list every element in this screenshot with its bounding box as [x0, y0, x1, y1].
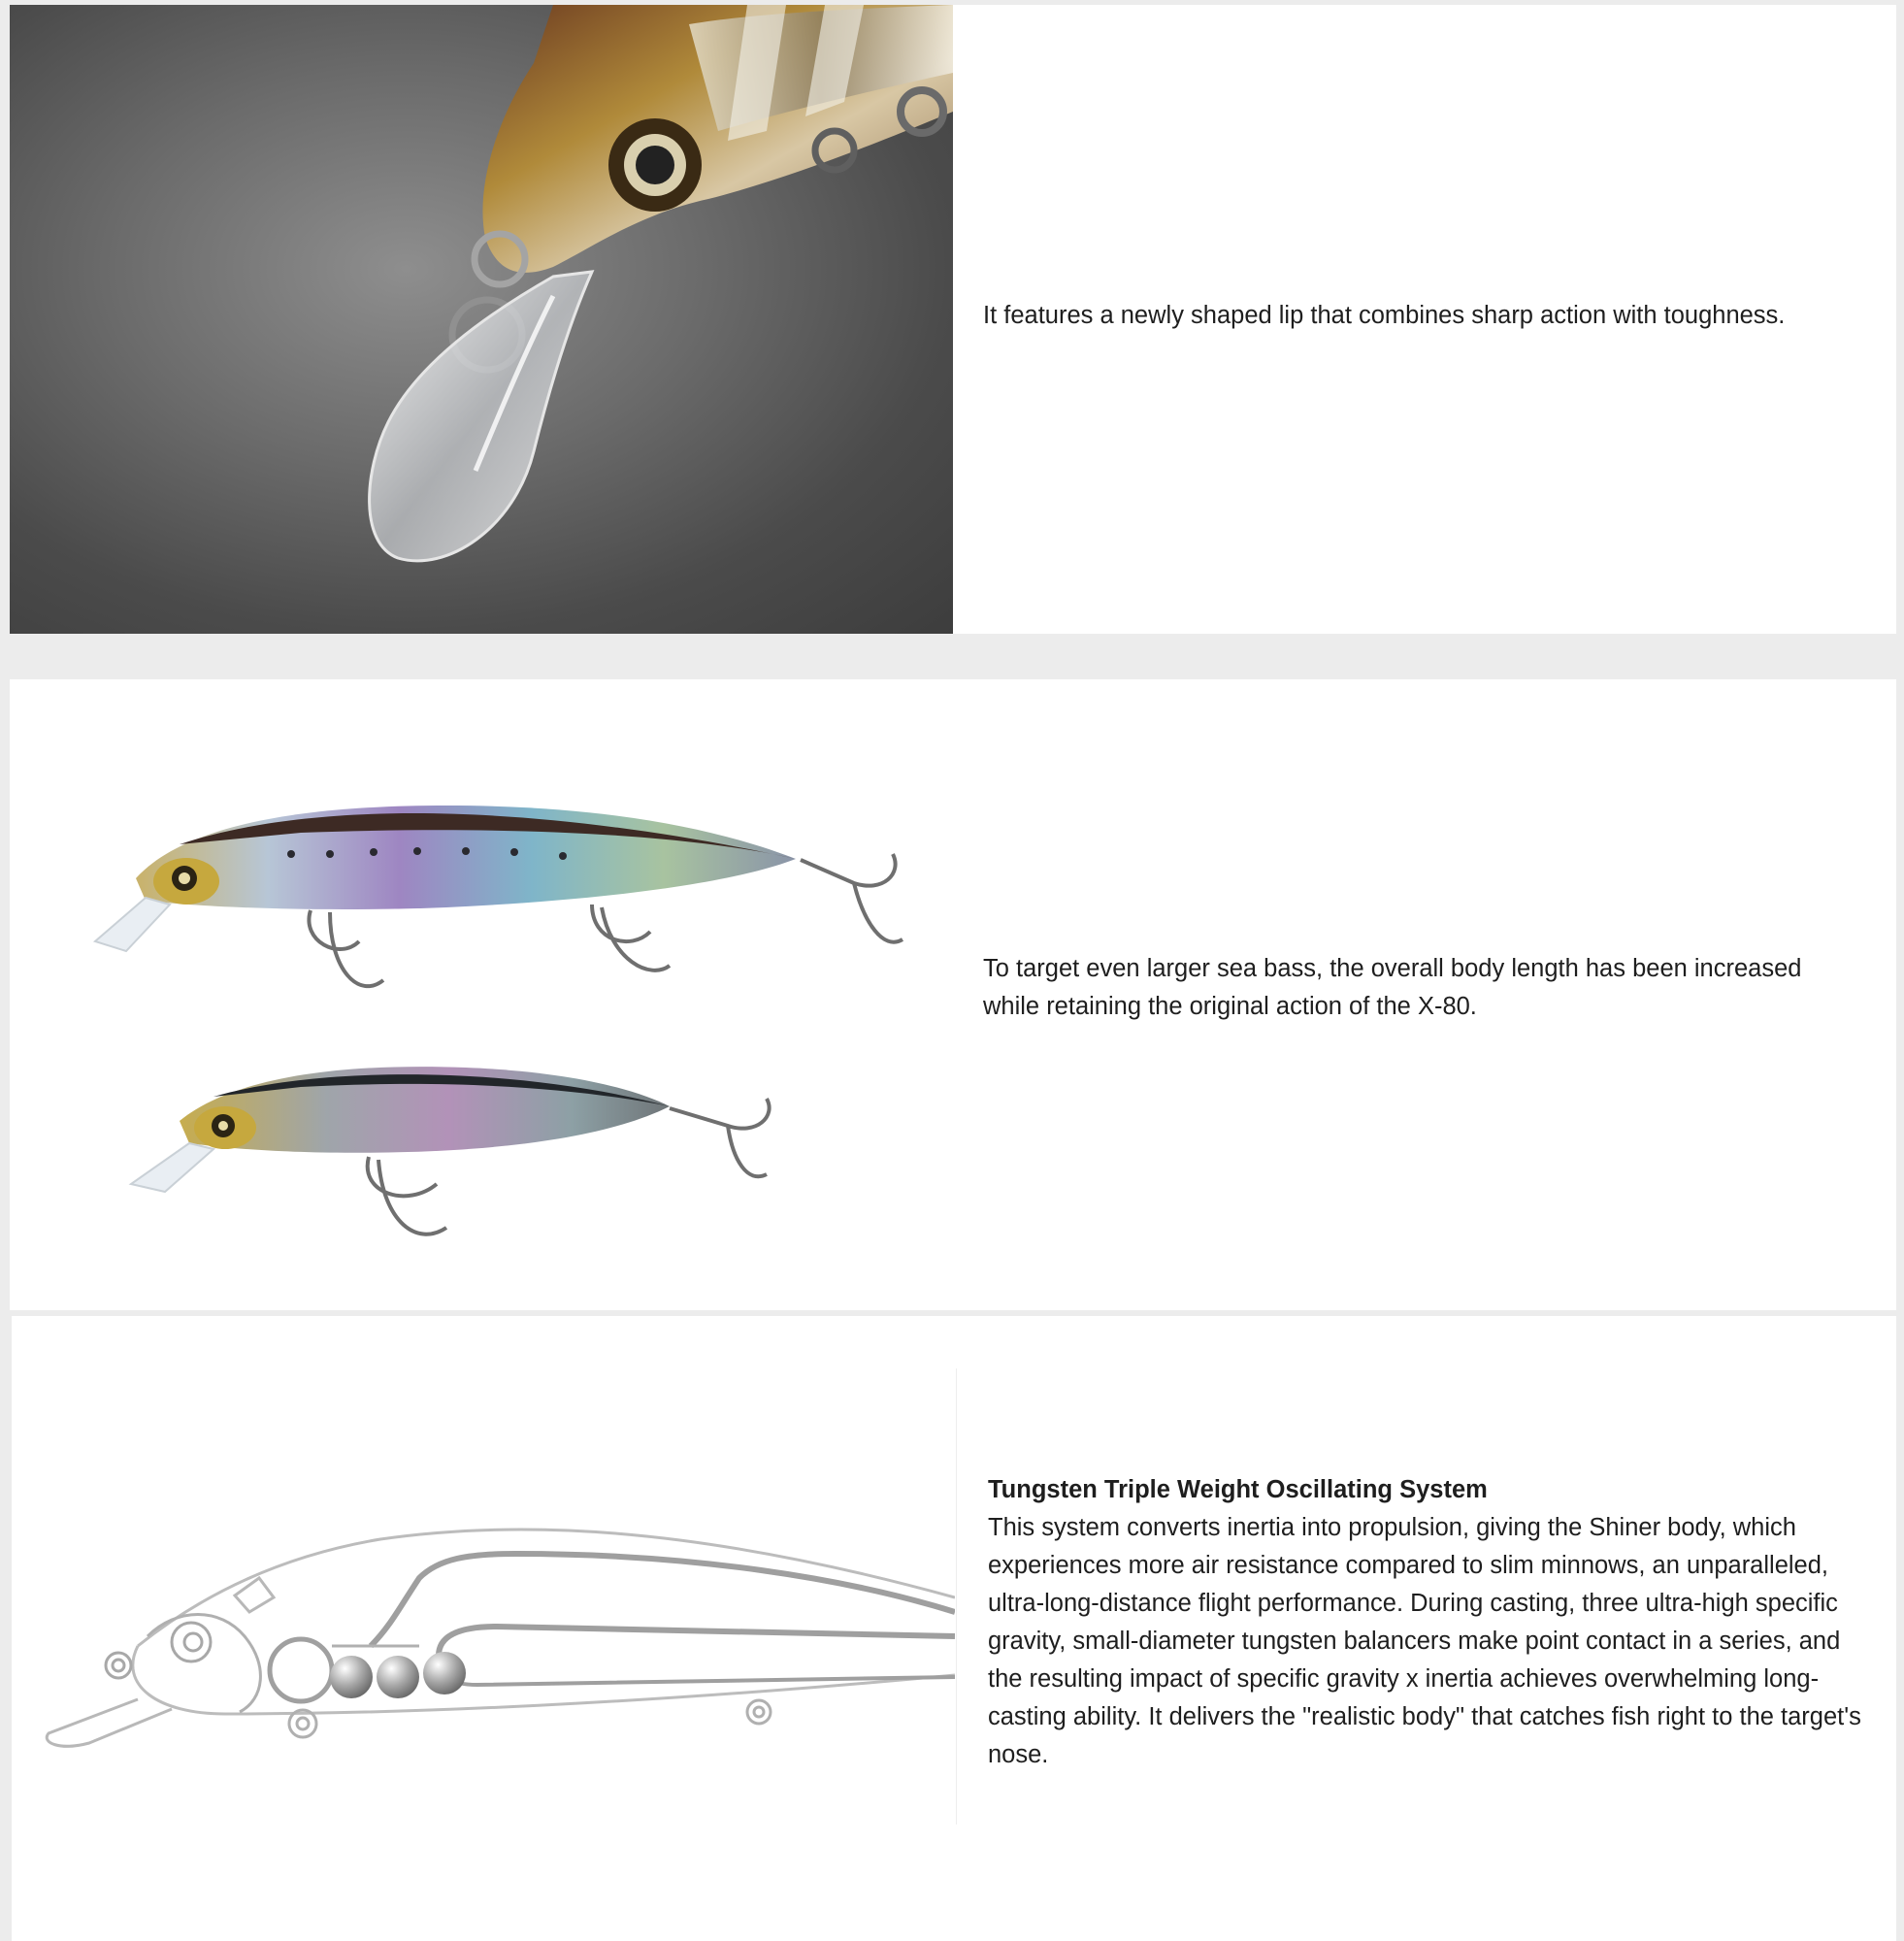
lip-feature-description: It features a newly shaped lip that combines sharp action with toughness.	[983, 302, 1786, 329]
tungsten-system-description	[988, 1471, 1866, 1774]
feature-section-tungsten-system	[12, 1316, 1896, 1941]
feature-section-body-length	[10, 679, 1896, 1310]
tungsten-system-body: This system converts inertia into propulsion, giving the Shiner body, which experiences more air resistance compared to slim minnows, an unparalleled, ultra-long-distance flight performance. During casting, three ultra-high specific gravity, small-diameter tungsten balancers make point contact in a series, and the resulting impact of specific gravity x inertia achieves overwhelming long-casting ability. It delivers the "realistic body" that catches fish right to the target's nose.	[988, 1514, 1861, 1768]
body-length-description: To target even larger sea bass, the overall body length has been increased while retaining the original action of the X-80.	[983, 955, 1802, 1020]
feature-section-lip	[10, 5, 1896, 634]
two-minnow-lures-image	[10, 679, 953, 1310]
tungsten-weight-diagram-image	[12, 1316, 955, 1941]
tungsten-system-heading: Tungsten Triple Weight Oscillating System	[988, 1476, 1488, 1503]
lure-lip-closeup-image	[10, 5, 953, 634]
section-divider	[956, 1368, 957, 1825]
